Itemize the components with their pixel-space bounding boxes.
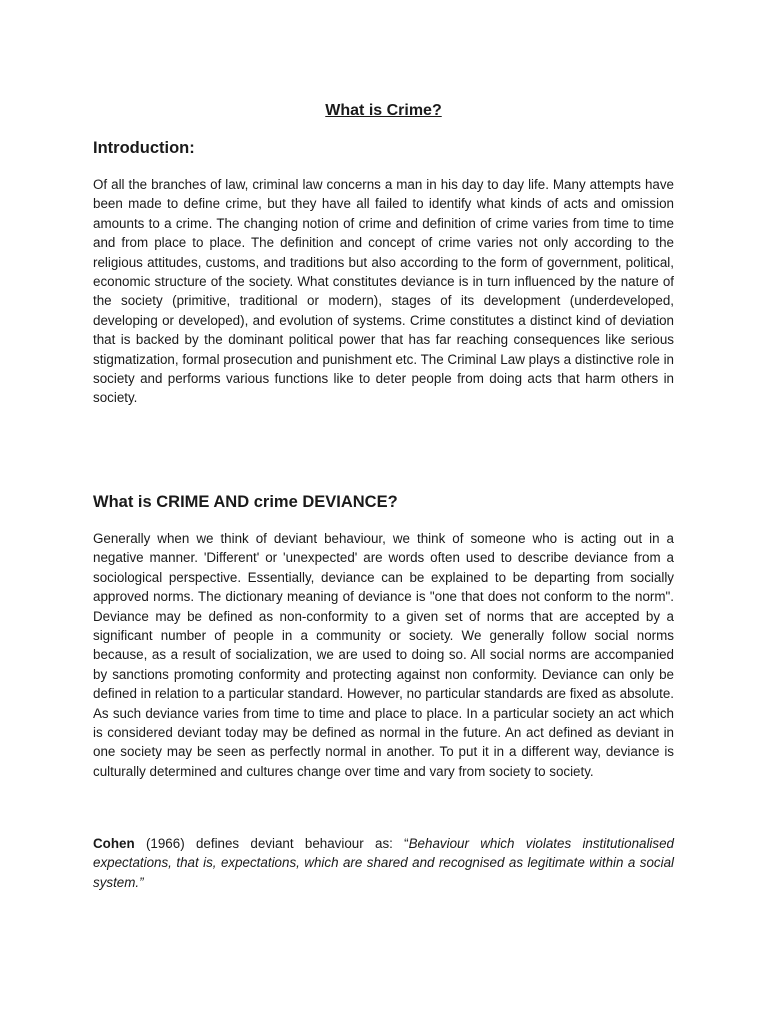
deviance-paragraph: Generally when we think of deviant behaviour, we think of someone who is acting out in a negative manner. 'Different' or 'unexpected' are words often used to describe deviance from a sociological perspective. Essentially, deviance can be explained to be departing from socially approved norms. The dictionary meaning of deviance is "one that does not conform to the norm". Deviance may be defined as non-conformity to a given set of norms that are accepted by a significant number of people in a community or society. We generally follow social norms because, as a result of socialization, we are used to doing so. All social norms are accompanied by sanctions promoting conformity and protecting against non conformity. Deviance can only be defined in relation to a particular standard. However, no particular standards are fixed as absolute. As such deviance varies from time to time and place to place. In a particular society an act which is considered deviant today may be defined as normal in the future. An act defined as deviant in one society may be seen as perfectly normal in another. To put it in a different way, deviance is culturally determined and cultures change over time and vary from society to society. — [93, 531, 674, 779]
page-title: What is Crime? — [325, 102, 442, 119]
cohen-citation-paragraph — [93, 834, 674, 892]
section-heading-crime-deviance: What is CRIME AND crime DEVIANCE? — [93, 493, 398, 511]
citation-author: Cohen — [93, 836, 135, 851]
citation-quote: Behaviour which violates institutionalised expectations, that is, expectations, which are shared and recognised as legitimate within a social system.” — [93, 836, 674, 890]
section-heading-introduction: Introduction: — [93, 139, 195, 157]
citation-intro: (1966) defines deviant behaviour as: “ — [134, 836, 409, 851]
introduction-paragraph: Of all the branches of law, criminal law concerns a man in his day to day life. Many attempts have been made to define crime, but they have all failed to identify what kinds of acts and omission amounts to a crime. The changing notion of crime and definition of crime varies from time to time and from place to place. The definition and concept of crime varies not only according to the religious attitudes, customs, and traditions but also according to the form of government, political, economic structure of the society. What constitutes deviance is in turn influenced by the nature of the society (primitive, traditional or modern), stages of its development (underdeveloped, developing or developed), and evolution of systems. Crime constitutes a distinct kind of deviation that is backed by the dominant political power that has far reaching consequences like serious stigmatization, formal prosecution and punishment etc. The Criminal Law plays a distinctive role in society and performs various functions like to deter people from doing acts that harm others in society. — [93, 177, 674, 406]
